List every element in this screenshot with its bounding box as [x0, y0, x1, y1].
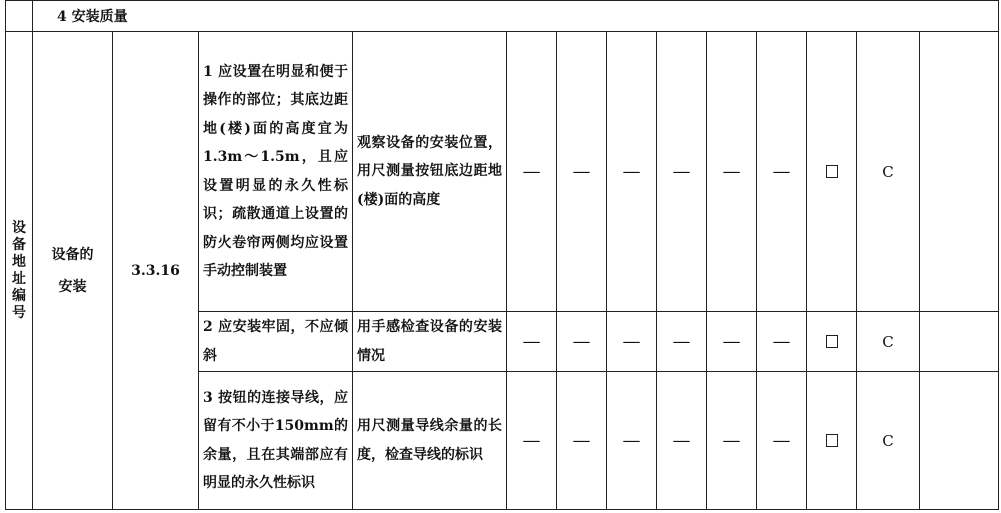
inspection-table-frame — [5, 0, 998, 509]
requirement-3: 3 按钮的连接导线，应留有不小于150mm的余量，且在其端部应有明显的永久性标识 — [199, 372, 353, 510]
dash-cell: — — [557, 312, 607, 372]
dash-cell: — — [557, 372, 607, 510]
item-name-line: 安装 — [58, 278, 87, 295]
side-label-char: 备 — [12, 236, 26, 253]
checkbox-cell[interactable] — [807, 312, 857, 372]
dash-cell: — — [607, 312, 657, 372]
checkbox-icon[interactable] — [826, 434, 838, 447]
grade-cell: C — [857, 32, 920, 312]
checkbox-cell[interactable] — [807, 32, 857, 312]
empty-cell — [920, 312, 999, 372]
dash-cell: — — [607, 32, 657, 312]
side-label-char: 地 — [12, 253, 26, 270]
method-1: 观察设备的安装位置，用尺测量按钮底边距地(楼)面的高度 — [353, 32, 507, 312]
item-name-line: 设备的 — [51, 246, 94, 263]
checkbox-icon[interactable] — [826, 335, 838, 348]
empty-cell — [920, 32, 999, 312]
dash-cell: — — [757, 372, 807, 510]
dash-cell: — — [707, 32, 757, 312]
dash-cell: — — [507, 32, 557, 312]
requirement-2: 2 应安装牢固，不应倾斜 — [199, 312, 353, 372]
empty-cell — [920, 372, 999, 510]
side-label-char: 设 — [12, 219, 26, 236]
dash-cell: — — [707, 372, 757, 510]
item-name-cell — [33, 32, 113, 510]
dash-cell: — — [657, 32, 707, 312]
dash-cell: — — [507, 372, 557, 510]
side-label-char: 编 — [12, 287, 26, 304]
section-title: 4 安装质量 — [33, 1, 999, 32]
side-label-char: 号 — [12, 304, 26, 321]
dash-cell: — — [657, 372, 707, 510]
side-label-char: 址 — [12, 270, 26, 287]
grade-cell: C — [857, 312, 920, 372]
side-label-cell-top — [6, 1, 33, 32]
dash-cell: — — [707, 312, 757, 372]
dash-cell: — — [607, 372, 657, 510]
checkbox-icon[interactable] — [826, 165, 838, 178]
method-2: 用手感检查设备的安装情况 — [353, 312, 507, 372]
dash-cell: — — [657, 312, 707, 372]
side-label — [6, 32, 33, 510]
grade-cell: C — [857, 372, 920, 510]
checkbox-cell[interactable] — [807, 372, 857, 510]
dash-cell: — — [557, 32, 607, 312]
dash-cell: — — [757, 32, 807, 312]
dash-cell: — — [507, 312, 557, 372]
clause-number: 3.3.16 — [113, 32, 199, 510]
inspection-table — [5, 0, 999, 510]
dash-cell: — — [757, 312, 807, 372]
method-3: 用尺测量导线余量的长度，检查导线的标识 — [353, 372, 507, 510]
requirement-1: 1 应设置在明显和便于操作的部位；其底边距地(楼)面的高度宜为1.3m～1.5m，且应设置明显的永久性标识；疏散通道上设置的防火卷帘两侧均应设置手动控制装置 — [199, 32, 353, 312]
